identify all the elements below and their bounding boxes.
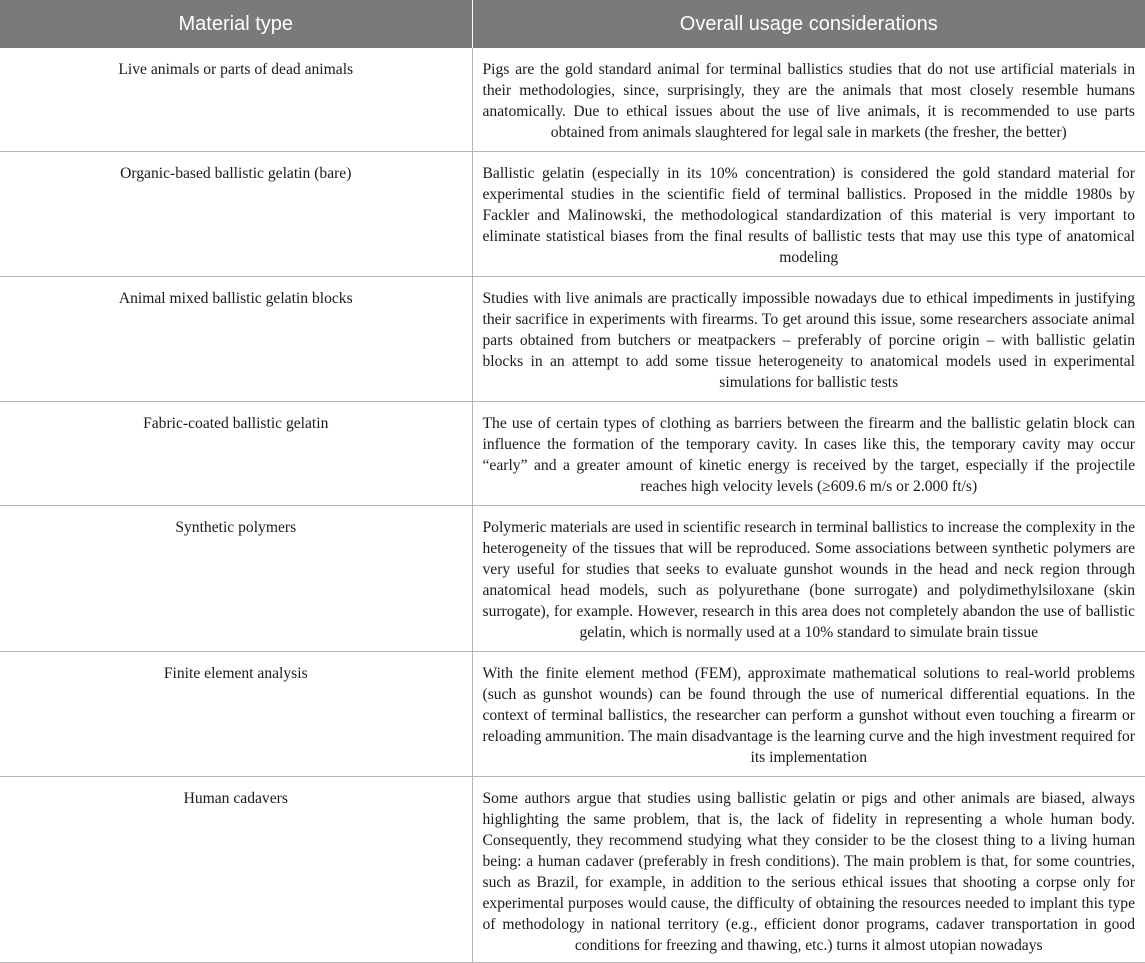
material-type-cell: Live animals or parts of dead animals	[0, 48, 472, 152]
usage-cell: The use of certain types of clothing as barriers between the firearm and the ballistic gelatin block can influence the formation of the temporary cavity. In cases like this, the temporary cavity may occur “early” and a greater amount of kinetic energy is received by the target, especially if the projectile reaches high velocity levels (≥609.6 m/s or 2.000 ft/s)	[472, 402, 1145, 506]
usage-cell: Some authors argue that studies using ballistic gelatin or pigs and other animals are biased, always highlighting the same problem, that is, the lack of fidelity in representing a whole human body. Consequently, they recommend studying what they consider to be the closest thing to a living human being: a human cadaver (preferably in fresh conditions). The main problem is that, for some countries, such as Brazil, for example, in addition to the serious ethical issues that shooting a corpse only for experimental purposes would cause, the difficulty of obtaining the resources needed to implant this type of methodology in national territory (e.g., efficient donor programs, cadaver transportation in good conditions for freezing and thawing, etc.) turns it almost utopian nowadays	[472, 777, 1145, 963]
table-row	[0, 506, 1145, 652]
header-material-type: Material type	[0, 0, 472, 48]
usage-cell: Pigs are the gold standard animal for terminal ballistics studies that do not use artificial materials in their methodologies, since, surprisingly, they are the animals that most closely resemble humans anatomically. Due to ethical issues about the use of live animals, it is recommended to use parts obtained from animals slaughtered for legal sale in markets (the fresher, the better)	[472, 48, 1145, 152]
material-type-cell: Animal mixed ballistic gelatin blocks	[0, 277, 472, 402]
usage-cell: With the finite element method (FEM), approximate mathematical solutions to real-world problems (such as gunshot wounds) can be found through the use of numerical differential equations. In the context of terminal ballistics, the researcher can perform a gunshot without even touching a firearm or reloading ammunition. The main disadvantage is the learning curve and the high investment required for its implementation	[472, 652, 1145, 777]
table-row	[0, 48, 1145, 152]
table-row	[0, 652, 1145, 777]
usage-cell: Polymeric materials are used in scientific research in terminal ballistics to increase the complexity in the heterogeneity of the tissues that will be reproduced. Some associations between synthetic polymers are very useful for studies that seeks to evaluate gunshot wounds in the head and neck region through anatomical head models, such as polyurethane (bone surrogate) and polydimethylsiloxane (skin surrogate), for example. However, research in this area does not completely abandon the use of ballistic gelatin, which is normally used at a 10% standard to simulate brain tissue	[472, 506, 1145, 652]
header-row	[0, 0, 1145, 48]
table-row	[0, 402, 1145, 506]
material-type-cell: Organic-based ballistic gelatin (bare)	[0, 152, 472, 277]
material-type-cell: Fabric-coated ballistic gelatin	[0, 402, 472, 506]
table-row	[0, 277, 1145, 402]
table-row	[0, 152, 1145, 277]
header-usage-considerations: Overall usage considerations	[472, 0, 1145, 48]
material-type-cell: Synthetic polymers	[0, 506, 472, 652]
usage-cell: Ballistic gelatin (especially in its 10% concentration) is considered the gold standard material for experimental studies in the scientific field of terminal ballistics. Proposed in the middle 1980s by Fackler and Malinowski, the methodological standardization of this material is very important to eliminate statistical biases from the final results of ballistic tests that may use this type of anatomical modeling	[472, 152, 1145, 277]
material-type-cell: Human cadavers	[0, 777, 472, 963]
material-type-cell: Finite element analysis	[0, 652, 472, 777]
table-row	[0, 777, 1145, 963]
usage-cell: Studies with live animals are practically impossible nowadays due to ethical impediments in justifying their sacrifice in experiments with firearms. To get around this issue, some researchers associate animal parts obtained from butchers or meatpackers – preferably of porcine origin – with ballistic gelatin blocks in an attempt to add some tissue heterogeneity to anatomical models used in experimental simulations for ballistic tests	[472, 277, 1145, 402]
